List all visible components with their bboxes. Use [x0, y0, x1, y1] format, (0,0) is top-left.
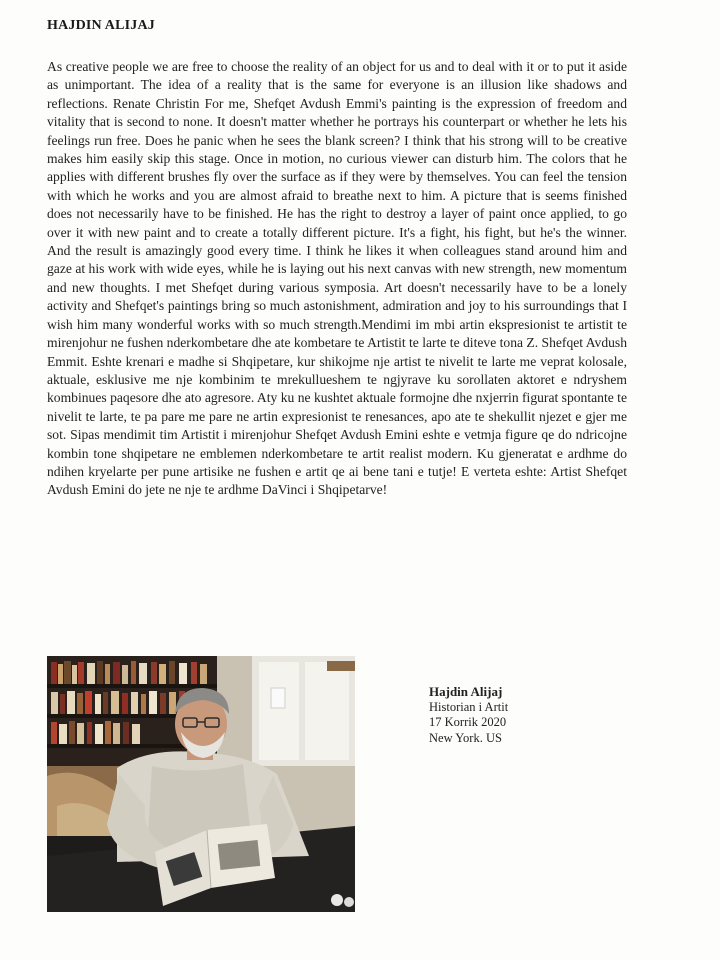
- author-name: Hajdin Alijaj: [429, 684, 503, 699]
- author-role: Historian i Artit: [429, 699, 509, 714]
- document-heading: HAJDIN ALIJAJ: [47, 18, 156, 33]
- signature-date: 17 Korrik 2020: [429, 715, 507, 729]
- signature-block: [429, 684, 508, 746]
- document-body-text: As creative people we are free to choose the reality of an object for us and to deal with it or to put it aside as unimportant. The idea of a reality that is the same for everyone is an illusion like shadows and reflections. Renate Christin For me, Shefqet Avdush Emmi's painting is the expression of freedom and vitality that is second to none. It doesn't matter whether he portrays his counterpart or whether he lets his feelings run free. Does he panic when he sees the blank screen? I think that his strong will to be creative makes him easily skip this stage. Once in motion, no curious viewer can disturb him. The colors that he applies with different brushes fly over the surface as if they were by themselves. You can feel the tension with which he works and you are almost afraid to breathe next to him. A picture that is seems finished does not necessarily have to be finished. He has the right to destroy a layer of paint once applied, to go over it with new paint and to create a totally different picture. It's a fight, his fight, but he's the winner. And the result is amazingly good every time. I think he likes it when colleagues stand around him and gaze at his work with wide eyes, while he is laying out his next canvas with new strength, new momentum and new thoughts. I met Shefqet during various symposia. Art doesn't necessarily have to be a lonely activity and Shefqet's paintings bring so much astonishment, admiration and joy to his surroundings that I wish him many wonderful works with so much strength.Mendimi im mbi artin ekspresionist te artistit te mirenjohur ne fushen nderkombetare dhe ate kombetare te Artistit te larte te diteve tona Z. Shefqet Avdush Emmit. Eshte krenari e madhe si Shqipetare, kur shikojme nje artist te nivelit te larte me veprat kolosale, aktuale, esklusive me nje kombinim te mrekullueshem te ngjyrave ku sorollaten aktoret e ndryshem kombinues paqesore dhe ato agresore. Aty ku ne kushtet aktuale formojne dhe nxjerrin figurat spontante te nivelit te larte, te pa pare me pare ne artin expresionist te renesances, apo ate te shekullit njezet e gjer me sot. Sipas mendimit tim Artistit i mirenjohur Shefqet Avdush Emini eshte e vetmja figure qe do ndricojne kombin tone shqipetare ne emblemen nderkombetare te artit realist modern. Ku gjeneratat e ardhme do ndihen kryelarte per pune artisike ne fushen e artit qe ai bene tani e tutje! E verteta eshte: Artist Shefqet Avdush Emini do jete ne nje te ardhme DaVinci i Shqipetarve!: [47, 59, 627, 498]
- signature-location: New York. US: [429, 730, 502, 745]
- man-reading-book-photo: [47, 656, 355, 912]
